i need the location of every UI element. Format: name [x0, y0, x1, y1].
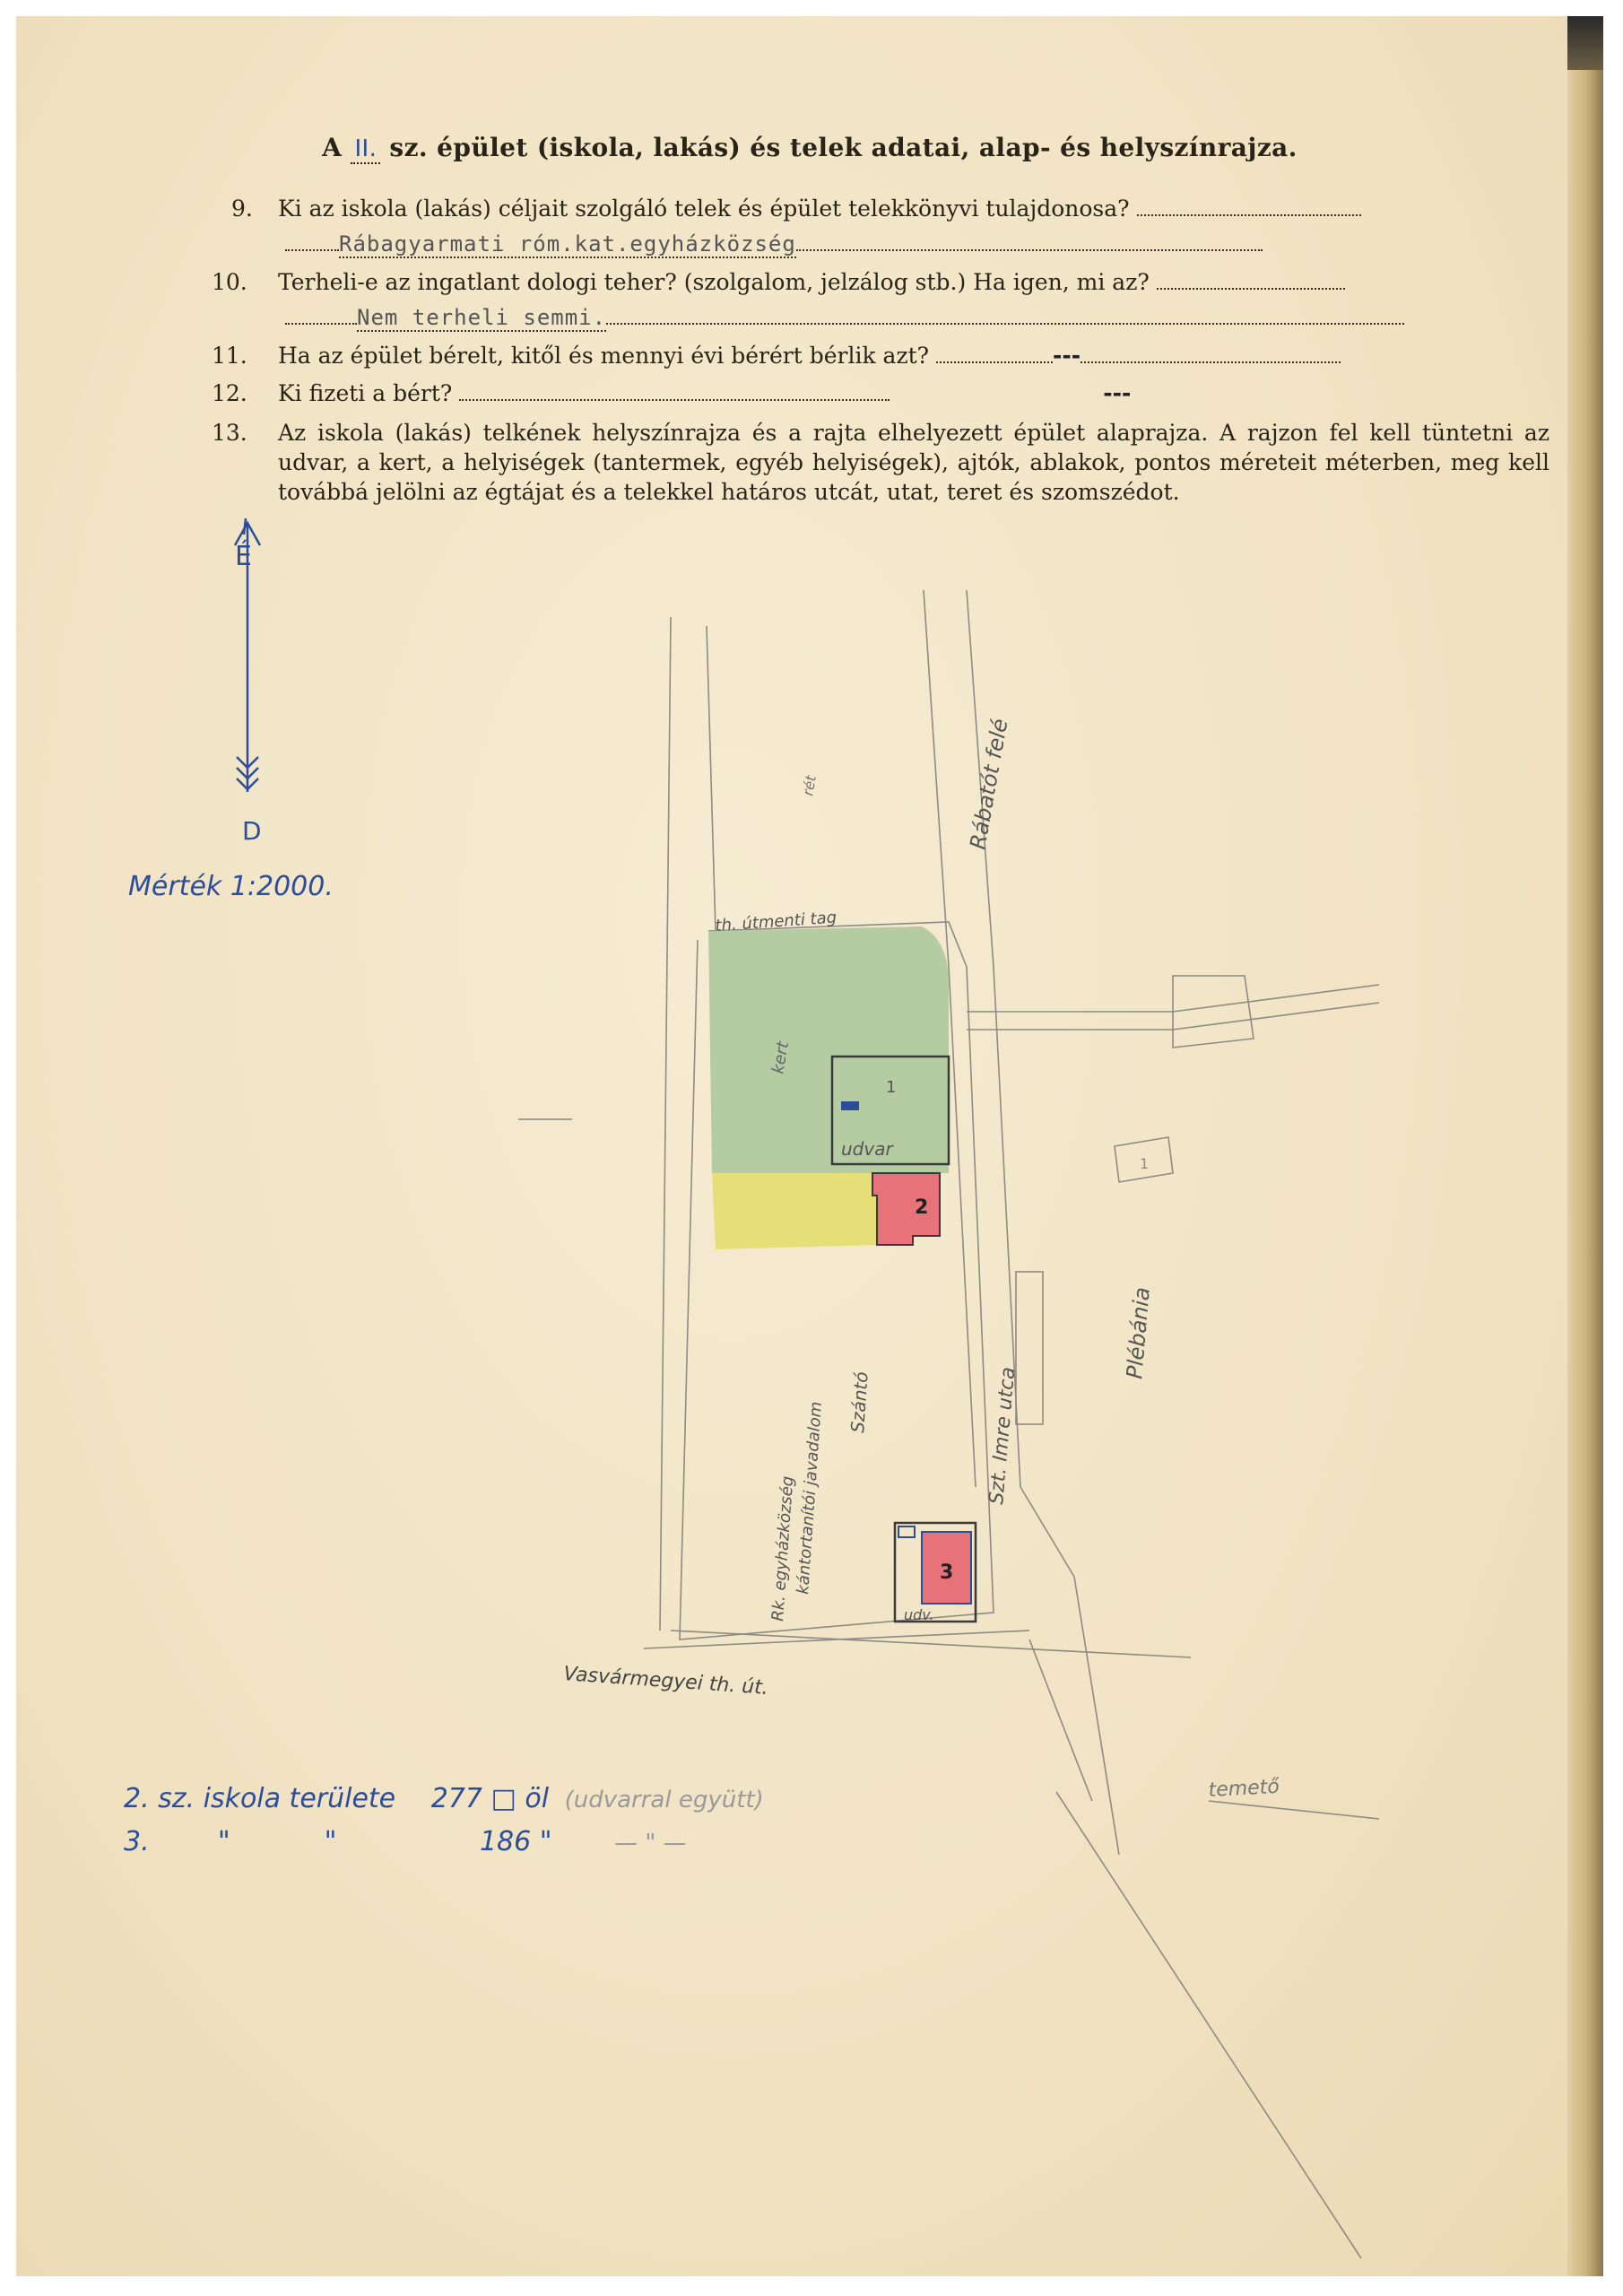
answer-12: --- — [1103, 380, 1132, 406]
field-area — [712, 1173, 881, 1249]
question-number: 11. — [212, 343, 247, 369]
udv-label: udv. — [904, 1606, 934, 1623]
building-2-label: 2 — [915, 1196, 929, 1219]
area-note-line: 2. sz. iskola területe — [124, 1783, 396, 1814]
answer-text: Rábagyarmati róm.kat.egyházközség — [339, 231, 796, 257]
szanto-label: Szántó — [846, 1370, 872, 1434]
neighbour-fence — [1016, 1272, 1043, 1424]
building-3-entrance — [898, 1526, 915, 1537]
cemetery-label: temető — [1208, 1775, 1280, 1802]
document-page — [16, 16, 1603, 2276]
ret-label: rét — [799, 774, 820, 797]
question-number: 10. — [212, 269, 247, 295]
answer-11: --- — [1053, 343, 1081, 369]
area-note-extra: (udvarral együtt) — [564, 1787, 764, 1813]
plot-side-label-2: kántortanítói javadalom — [794, 1401, 827, 1596]
building-3-label: 3 — [940, 1561, 954, 1584]
garden-area — [708, 926, 949, 1173]
building-2 — [872, 1173, 940, 1245]
question-text: Ha az épület bérelt, kitől és mennyi évi bérért bérlik azt? — [278, 343, 930, 369]
question-text: Ki fizeti a bért? — [278, 380, 453, 406]
area-note-line: 3. " " — [124, 1826, 337, 1857]
plot-side-label: Rk. egyházközség — [768, 1475, 798, 1622]
area-note-extra: — " — — [614, 1830, 687, 1857]
compass-south-label: D — [242, 816, 262, 846]
building-1-label: 1 — [886, 1078, 897, 1097]
building-1-entrance — [841, 1101, 859, 1110]
question-number: 12. — [212, 380, 247, 406]
answer-text: Nem terheli semmi. — [357, 305, 607, 330]
area-note-value: 277 □ öl — [430, 1783, 550, 1814]
plebania-label: Plébánia — [1122, 1286, 1155, 1380]
neighbour-building-label: 1 — [1140, 1155, 1150, 1172]
kert-label: kert — [768, 1039, 794, 1075]
pencil-roads — [518, 590, 1379, 2258]
question-text: Terheli-e az ingatlant dologi teher? (szolgalom, jelzálog stb.) Ha igen, mi az? — [278, 269, 1150, 295]
site-plan — [16, 16, 1603, 2276]
udvar-label: udvar — [841, 1138, 893, 1160]
scale-label: Mérték 1:2000. — [128, 871, 334, 902]
street-south-label: Vasvármegyei th. út. — [562, 1663, 769, 1700]
question-text: Az iskola (lakás) telkének helyszínrajza és a rajta elhelyezett épület alaprajza. A rajzon fel kell tüntetni az udvar, a kert, a helyiségek (tantermek, egyéb helyiségek), ajtók, ablakok, pontos méreteit méterben, meg kell továbbá jelölni az égtájat és a telekkel határos utcát, utat, teret és szomszédot. — [278, 420, 1549, 505]
area-note-1 — [124, 1783, 764, 1814]
question-number: 13. — [212, 420, 247, 446]
top-road-label: th. útmenti tag — [714, 908, 838, 935]
heading-rest: sz. épület (iskola, lakás) és telek adatai, alap- és helyszínrajza. — [389, 133, 1298, 162]
question-number: 9. — [231, 196, 253, 222]
heading-building-number: II. — [351, 135, 380, 164]
road-north-label: Rábatót felé — [965, 717, 1013, 852]
area-note-2 — [124, 1826, 687, 1857]
neighbour-building-church — [1173, 976, 1254, 1048]
compass-north-label: É — [235, 541, 252, 572]
heading-prefix: A — [322, 133, 343, 162]
question-text: Ki az iskola (lakás) céljait szolgáló telek és épület telekkönyvi tulajdonosa? — [278, 196, 1130, 222]
area-note-value: 186 " — [479, 1826, 552, 1857]
street-east-label: Szt. Imre utca — [985, 1366, 1020, 1506]
